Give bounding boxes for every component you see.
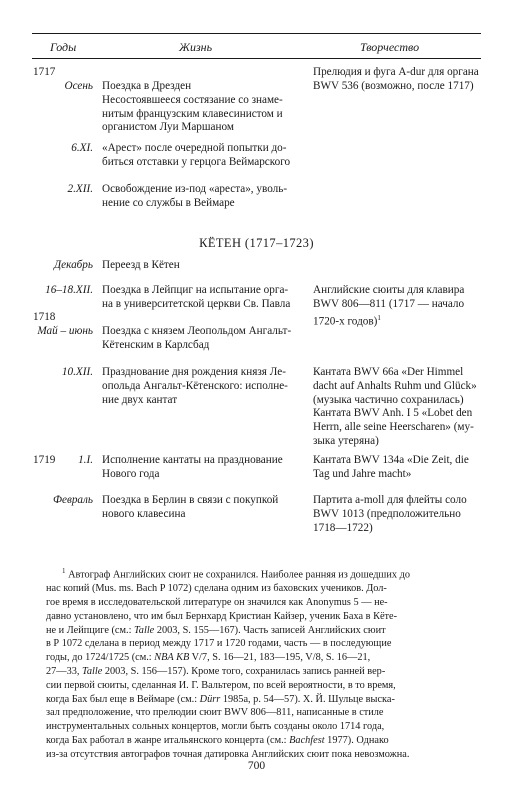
row-year: 1719 — [33, 454, 56, 466]
row-year: 1717 — [33, 66, 56, 78]
row-life: Переезд в Кётен — [102, 259, 180, 271]
row-life: Освобождение из-под «ареста», уволь- нение со службы в Веймаре — [102, 183, 288, 209]
row-life: Поездка в Лейпциг на испытание орга- на в университетской церкви Св. Павла — [102, 284, 291, 310]
row-life: Поездка в Дрезден Несостоявшееся состязание со знаме- нитым французским клавесинистом и органистом Луи Маршаном — [102, 80, 283, 134]
row-date: 10.XII. — [61, 366, 93, 378]
footnote-ref: 1 — [377, 313, 381, 322]
row-year: 1718 — [33, 311, 56, 323]
row-life: «Арест» после очередной попытки до- биться отставки у герцога Веймарского — [102, 142, 291, 168]
footnote: $^1$ Автограф Английских сюит не сохранился. Наиболее ранняя из дошедших до нас копий (Mus. ms. Bach P 1072) сделана одним из баховских учеников. Дол- гое время в исследовательской литературе он значился как Anonymus 5 — не- давно установлено, что им был Бернхард Кристиан Кайзер, ученик Баха в Кёте- не и Лейпциге (см.: Talle 2003, S. 155—167). Часть записей Английских сюит в Р 1072 сделана в период между 1717 и 1720 годами, часть — в последующие годы, до 1724/1725 (см.: NBA KB V/7, S. 16—21, 183—195, V/8, S. 16—21, 27—33, Talle 2003, S. 156—157). Кроме того, сохранилась запись ранней вер- сии первой сюиты, сделанная И. Г. Вальтером, по всей вероятности, в то время, когда Бах был еще в Веймаре (см.: Dürr 1985a, p. 54—57). Х. Й. Шульце выска- зал предположение, что прелюдии сюит BWV 806—811, написанные в стиле инструментальных сольных концертов, могли быть созданы около 1714 года, когда Бах работал в жанре итальянского концерта (см.: Bachfest 1977). Однако из-за отсутствия автографов точная датировка Английских сюит пока невозможна. — [46, 567, 410, 760]
row-life: Поездка в Берлин в связи с покупкой нового клавесина — [102, 494, 279, 520]
row-date: Осень — [64, 80, 93, 92]
row-works: Кантата BWV 134a «Die Zeit, die Tag und Jahre macht» — [313, 454, 469, 480]
header-years: Годы — [50, 40, 77, 54]
row-life: Празднование дня рождения князя Ле- опольда Ангальт-Кётенского: исполне- ние двух кантат — [102, 366, 288, 406]
row-date: Май – июнь — [37, 325, 93, 337]
top-rule — [32, 33, 481, 34]
row-life: Поездка с князем Леопольдом Ангальт- Кётенским в Карлсбад — [102, 325, 292, 351]
header-rule — [32, 58, 481, 59]
row-works: Английские сюиты для клавира BWV 806—811 (1717 — начало 1720-х годов)$^1$ — [313, 284, 465, 328]
page-number: 700 — [247, 760, 266, 772]
row-date: 1.I. — [78, 454, 93, 466]
row-date: Февраль — [53, 494, 93, 506]
row-works: Прелюдия и фуга A-dur для органа BWV 536 (возможно, после 1717) — [313, 66, 479, 92]
section-title: КЁТЕН (1717–1723) — [199, 236, 314, 250]
row-date: 16–18.XII. — [45, 284, 93, 296]
row-date: 6.XI. — [71, 142, 93, 154]
row-life: Исполнение кантаты на празднование Нового года — [102, 454, 283, 480]
row-works: Партита a-moll для флейты соло BWV 1013 (предположительно 1718—1722) — [313, 494, 467, 534]
header-works: Творчество — [360, 40, 420, 54]
row-date: Декабрь — [54, 259, 93, 271]
footnote-marker: 1 — [62, 567, 66, 575]
header-life: Жизнь — [179, 40, 213, 54]
row-works: Кантата BWV 66a «Der Himmel dacht auf Anhalts Ruhm und Glück» (музыка частично сохранилась) Кантата BWV Anh. I 5 «Lobet den Herrn, alle seine Heerscharen» (му- зыка утеряна) — [313, 366, 477, 447]
row-date: 2.XII. — [67, 183, 93, 195]
